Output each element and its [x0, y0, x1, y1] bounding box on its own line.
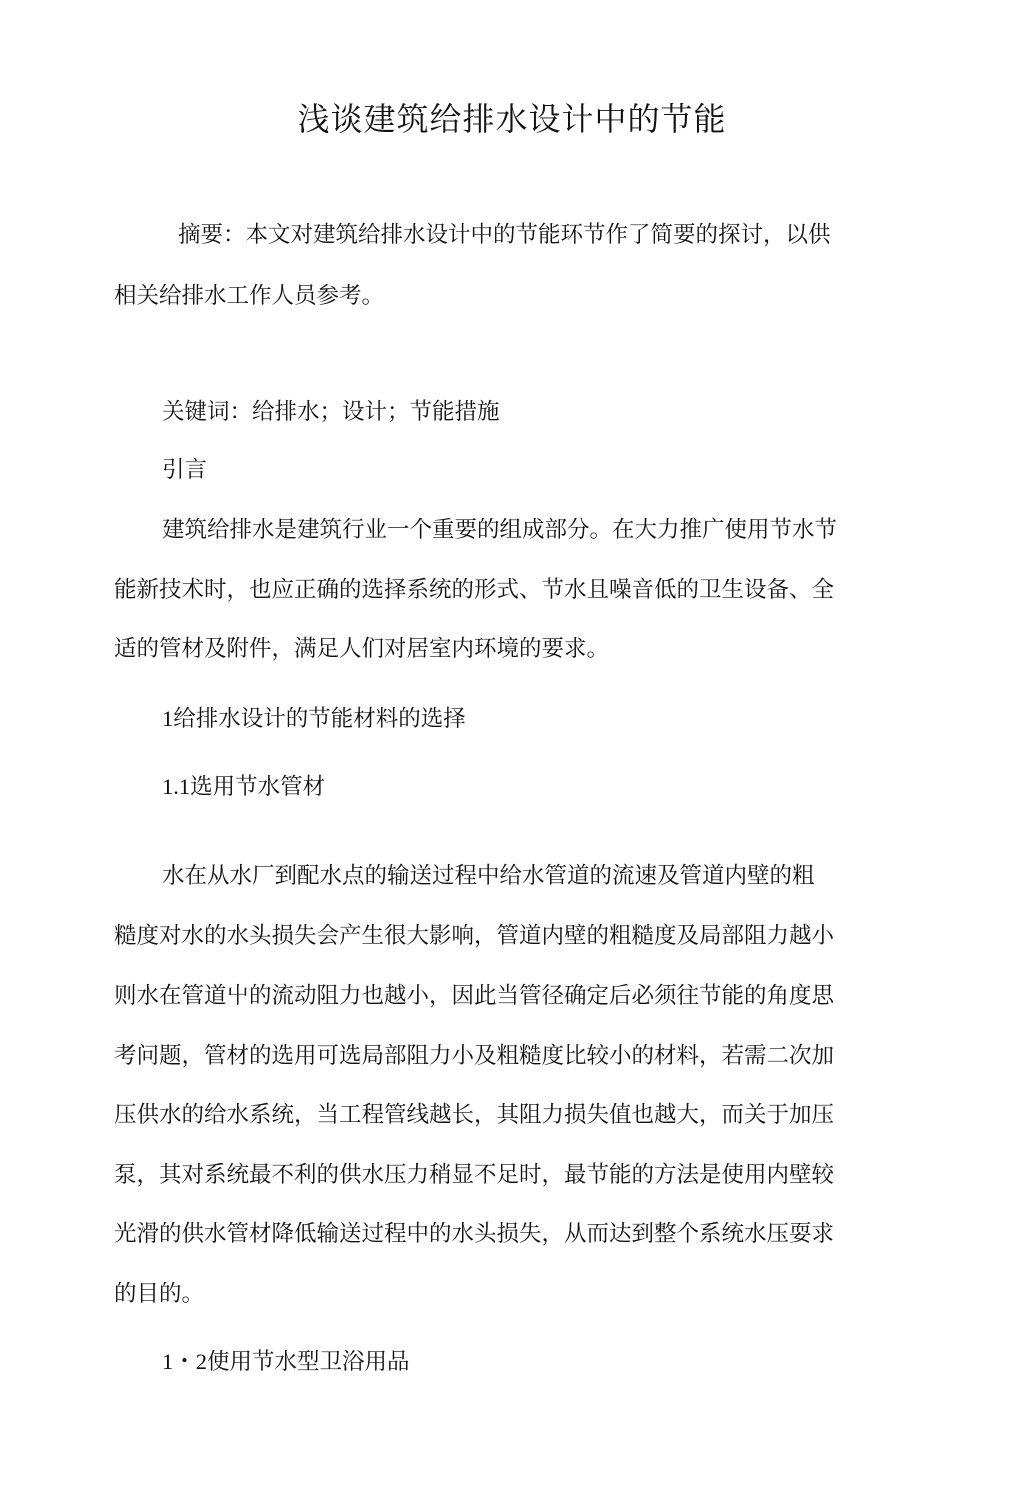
section-1-1-paragraph-line-3: 则水在管道屮的流动阻力也越小，因此当管径确定后必须往节能的角度思 [114, 983, 835, 1009]
section-1-1-paragraph-line-6: 泵，其对系统最不利的供水压力稍显不足时，最节能的方法是使用内壁较 [114, 1162, 835, 1188]
section-1-1-paragraph-line-2: 糙度对水的水头损失会产生很大影响，管道内壁的粗糙度及局部阻力越小 [114, 923, 835, 949]
intro-paragraph-line-2: 能新技术时，也应正确的选择系统的形式、节水且噪音低的卫生设备、全 [114, 577, 835, 603]
section-1-1-title: 选用节水管材 [190, 774, 326, 800]
intro-heading: 引言 [162, 457, 208, 483]
section-1-1-paragraph-line-5: 压供水的给水系统，当工程管线越长，其阻力损失值也越大，而关于加压 [114, 1102, 835, 1128]
abstract-line-2: 相关给排水工作人员参考。 [114, 283, 385, 309]
section-1-1-paragraph-line-8: 的目的。 [114, 1281, 205, 1307]
section-1-2-heading [162, 1347, 410, 1377]
section-1-1-heading [162, 772, 325, 802]
keywords-line: 关键词：给排水；设计；节能措施 [162, 399, 500, 425]
section-1-1-paragraph-line-7: 光滑的供水管材降低输送过程中的水头损失，从而达到整个系统水压耍求 [114, 1221, 835, 1247]
intro-paragraph-line-3: 适的管材及附件，满足人们对居室内环境的要求。 [114, 636, 610, 662]
section-1-number: 1 [162, 706, 174, 731]
abstract-line-1: 摘要：本文对建筑给排水设计中的节能环节作了简要的探讨，以供 [178, 222, 831, 248]
document-title: 浅谈建筑给排水设计中的节能 [297, 100, 727, 138]
section-1-1-paragraph-line-4: 考问题，管材的选用可选局部阻力小及粗糙度比较小的材料，若需二次加 [114, 1043, 835, 1069]
section-1-2-number: 1・2 [162, 1349, 208, 1374]
intro-paragraph-line-1: 建筑给排水是建筑行业一个重要的组成部分。在大力推广使用节水节 [162, 517, 838, 543]
section-1-2-title: 使用节水型卫浴用品 [207, 1349, 410, 1375]
section-1-1-paragraph-line-1: 水在从水厂到配水点的输送过程中给水管道的流速及管道内壁的粗 [162, 863, 815, 889]
section-1-1-number: 1.1 [162, 774, 191, 799]
section-1-heading [162, 704, 466, 734]
section-1-title: 给排水设计的节能材料的选择 [173, 706, 466, 732]
